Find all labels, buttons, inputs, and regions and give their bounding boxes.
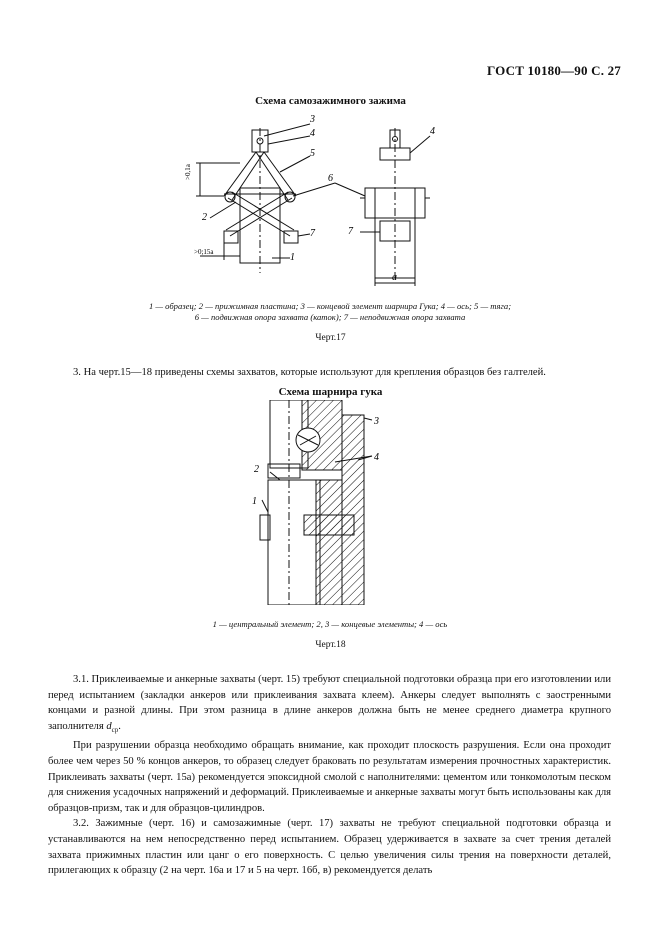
paragraph-3-1: 3.1. Приклеиваемые и анкерные захваты (черт. 15) требуют специальной подготовки образца при его изготовлении или перед испытанием (закладки анкеров или приклеивания захвата клеем). Анкеры следует выполнять с заостренными концами и разной длины. При этом разница в длине анкеров должна быть не менее среднего диаметра крупного заполнителя $d_{ср}$. [48, 674, 611, 734]
label-4b: 4 [430, 126, 435, 137]
label-1: 1 [290, 252, 295, 263]
figure18-drawing [240, 400, 420, 605]
figure18-caption: 1 — центральный элемент; 2, 3 — концевые элементы; 4 — ось [212, 619, 448, 629]
figure17-label: Черт.17 [315, 333, 346, 343]
dim-01a: >0,1a [184, 164, 192, 180]
section-3: 3. На черт.15—18 приведены схемы захватов, которые используют для крепления образцов без галтелей. [73, 367, 546, 378]
figure17-title: Схема самозажимного зажима [255, 95, 406, 107]
paragraph-fracture: При разрушении образца необходимо обращать внимание, как проходит плоскость разрушения. Если она проходит более чем через 50 % концов анкеров, то образец следует браковать по результатам измерения прочностных характеристик. Приклеивать захваты (черт. 15а) рекомендуется эпоксидной смолой с наполнителями: цементом или тонкомолотым песком для снижения усадочных напряжений и деформаций. Приклеиваемые и анкерные захваты могут быть использованы как для образцов-призм, так и для образцов-цилиндров. [48, 740, 611, 814]
paragraph-3-2: 3.2. Зажимные (черт. 16) и самозажимные (черт. 17) захваты не требуют специальной подготовки образца и устанавливаются на нем непосредственно перед испытанием. Образец удерживается в захвате за счет трения деталей захвата прижимных пластин или цанг о его поверхность. С целью увеличения силы трения на поверхности деталей, прилегающих к образцу (2 на черт. 16а и 17 и 5 на черт. 16б, в) рекомендуется делать [48, 818, 611, 877]
label-3: 3 [374, 416, 379, 427]
label-5: 5 [310, 148, 315, 159]
figure17-drawing [180, 108, 440, 288]
label-2: 2 [202, 212, 207, 223]
label-6: 6 [328, 173, 333, 184]
label-a: a [392, 272, 397, 283]
label-2: 2 [254, 464, 259, 475]
page-header: ГОСТ 10180—90 С. 27 [487, 63, 621, 78]
label-1: 1 [252, 496, 257, 507]
central-element [268, 480, 320, 605]
figure17-caption-1: 1 — образец; 2 — прижимная пластина; 3 — концевой элемент шарнира Гука; 4 — ось; 5 — тяга; [148, 301, 512, 311]
figure18-label: Черт.18 [315, 640, 346, 650]
figure17-caption-2: 6 — подвижная опора захвата (каток); 7 — неподвижная опора захвата [194, 312, 466, 322]
body-text [48, 672, 611, 879]
label-7b: 7 [348, 226, 353, 237]
fixed-support-right [284, 231, 298, 243]
label-3: 3 [310, 114, 315, 125]
label-7: 7 [310, 228, 315, 239]
figure18-title: Схема шарнира гука [278, 386, 383, 398]
label-4: 4 [374, 452, 379, 463]
label-4: 4 [310, 128, 315, 139]
dim-015a: >0;15a [194, 248, 214, 256]
